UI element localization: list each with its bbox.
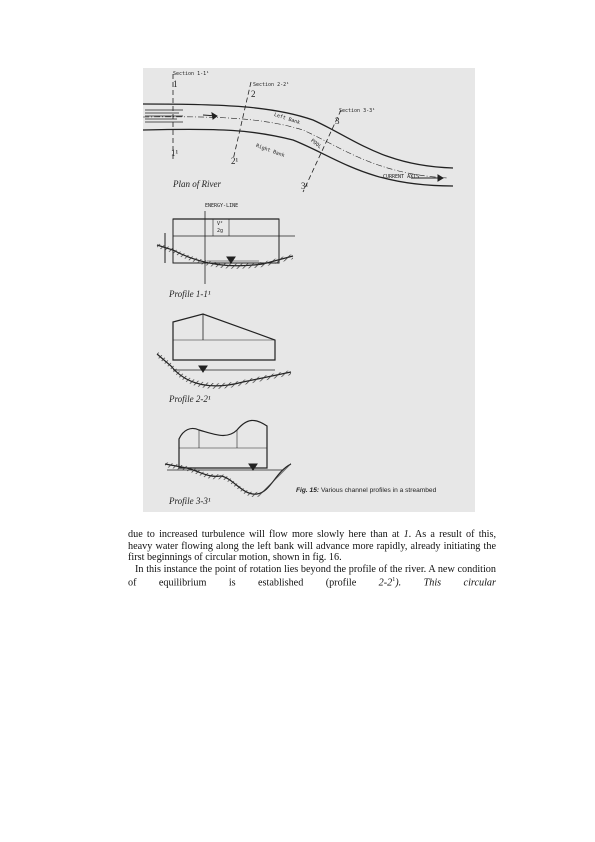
profile-2 <box>157 314 291 389</box>
section-3-bottom-number: 3¹ <box>301 181 309 191</box>
profile-1 <box>157 211 295 284</box>
body-text <box>128 529 496 589</box>
section-1-bottom-number: 1¹ <box>171 148 179 158</box>
formula-numerator: V² <box>217 221 224 227</box>
profile-3 <box>165 420 291 497</box>
para2-end: ). This circular <box>395 577 496 589</box>
para2-ref: 2-2 <box>378 577 393 589</box>
energy-line-label: ENERGY-LINE <box>205 203 239 209</box>
left-bank-label: Left Bank <box>273 112 301 127</box>
plan-of-river-label: Plan of River <box>173 179 221 189</box>
caption-text: Various channel profiles in a streambed <box>320 487 437 494</box>
profile-2-label: Profile 2-2¹ <box>169 394 211 404</box>
paragraph-1 <box>128 529 496 564</box>
section-1-label: Section 1-1¹ <box>173 71 210 77</box>
paragraph-2 <box>128 564 496 590</box>
section-1-number: 1 <box>173 79 178 89</box>
section-2-bottom-number: 2¹ <box>231 156 239 166</box>
formula-denominator: 2g <box>217 228 224 234</box>
para1-ref: 1 <box>403 529 409 540</box>
section-2-number: 2 <box>251 89 256 99</box>
para2-start: In this instance the point of rotation lies beyond the profile of the river. A new condition of equilibrium is established (profile <box>128 563 496 589</box>
caption-prefix: Fig. 15: <box>296 487 320 494</box>
para1-start: due to increased turbulence will flow more slowly here than at <box>128 529 404 540</box>
figure-15 <box>143 68 475 512</box>
para1-end: . As a result of this, heavy water flowing along the left bank will advance more rapidly, already initiating the first beginnings of circular motion, shown in fig. 16. <box>128 529 496 564</box>
section-3-number: 3 <box>335 116 340 126</box>
pool-label: POOL <box>309 138 323 151</box>
right-bank-label: Right Bank <box>254 143 286 159</box>
figure-caption <box>296 487 476 494</box>
current-axis-label: CURRENT AXIS <box>383 174 420 180</box>
section-3-label: Section 3-3¹ <box>339 108 376 114</box>
section-2-label: Section 2-2¹ <box>253 82 290 88</box>
profile-3-label: Profile 3-3¹ <box>169 496 211 506</box>
profile-1-label: Profile 1-1¹ <box>169 289 211 299</box>
para2-sup: 1 <box>392 577 396 584</box>
